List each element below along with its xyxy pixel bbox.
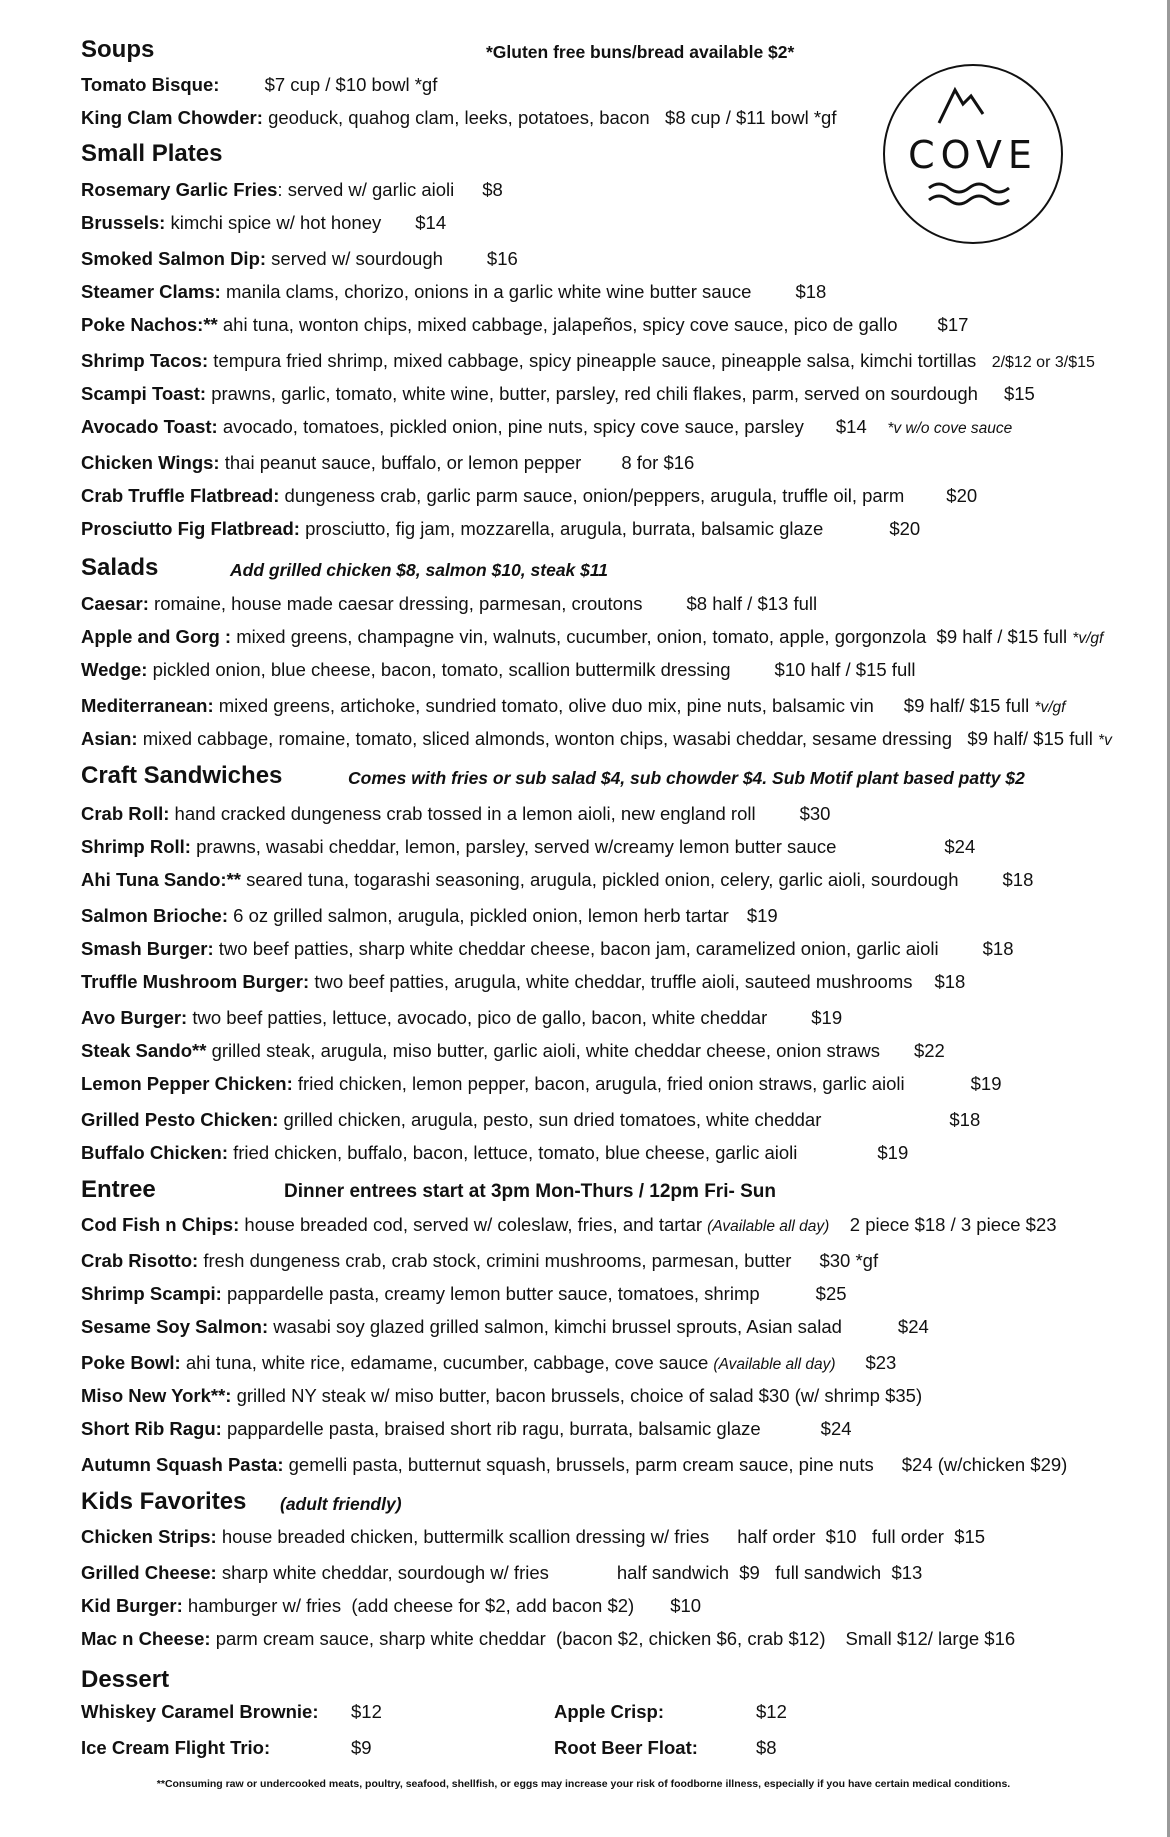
menu-item: Autumn Squash Pasta: gemelli pasta, butternut squash, brussels, parm cream sauce, pine nuts $24 (w/chicken $29): [81, 1454, 1068, 1475]
section-title-salads: Salads: [81, 554, 159, 581]
menu-item: Crab Truffle Flatbread: dungeness crab, garlic parm sauce, onion/peppers, arugula, truffle oil, parm $20: [81, 485, 978, 506]
menu-item: Whiskey Caramel Brownie:: [81, 1701, 319, 1722]
menu-item: Apple and Gorg : mixed greens, champagne vin, walnuts, cucumber, onion, tomato, apple, gorgonzola $9 half / $15 full *v/gf: [81, 626, 1104, 647]
menu-item: Shrimp Tacos: tempura fried shrimp, mixed cabbage, spicy pineapple sauce, pineapple salsa, kimchi tortillas 2/$12 or 3/$15: [81, 350, 1095, 371]
menu-item: Poke Bowl: ahi tuna, white rice, edamame, cucumber, cabbage, cove sauce (Available all day) $23: [81, 1352, 897, 1373]
section-title-craft-sandwiches: Craft Sandwiches: [81, 762, 283, 789]
menu-item: Truffle Mushroom Burger: two beef patties, arugula, white cheddar, truffle aioli, sauteed mushrooms $18: [81, 971, 966, 992]
menu-item: Apple Crisp:: [554, 1701, 664, 1722]
menu-item: Grilled Cheese: sharp white cheddar, sourdough w/ fries half sandwich $9 full sandwich $13: [81, 1562, 923, 1583]
menu-item: Smash Burger: two beef patties, sharp white cheddar cheese, bacon jam, caramelized onion, garlic aioli $18: [81, 938, 1014, 959]
menu-item-price: $12: [756, 1701, 787, 1722]
menu-item: Ice Cream Flight Trio:: [81, 1737, 271, 1758]
menu-item: Cod Fish n Chips: house breaded cod, served w/ coleslaw, fries, and tartar (Available all day) 2 piece $18 / 3 piece $23: [81, 1214, 1057, 1235]
menu-item: Mac n Cheese: parm cream sauce, sharp white cheddar (bacon $2, chicken $6, crab $12) Small $12/ large $16: [81, 1628, 1016, 1649]
menu-item: Mediterranean: mixed greens, artichoke, sundried tomato, olive duo mix, pine nuts, balsamic vin $9 half/ $15 full *v/gf: [81, 695, 1066, 716]
menu-item: Steamer Clams: manila clams, chorizo, onions in a garlic white wine butter sauce $18: [81, 281, 827, 302]
cove-logo: [883, 64, 1063, 244]
menu-item: Chicken Wings: thai peanut sauce, buffalo, or lemon pepper 8 for $16: [81, 452, 695, 473]
salads-note: Add grilled chicken $8, salmon $10, steak $11: [230, 560, 609, 580]
menu-item: Smoked Salmon Dip: served w/ sourdough $16: [81, 248, 518, 269]
menu-item: Salmon Brioche: 6 oz grilled salmon, arugula, pickled onion, lemon herb tartar $19: [81, 905, 778, 926]
menu-item: Grilled Pesto Chicken: grilled chicken, arugula, pesto, sun dried tomatoes, white cheddar $18: [81, 1109, 981, 1130]
menu-item: Steak Sando** grilled steak, arugula, miso butter, garlic aioli, white cheddar cheese, onion straws $22: [81, 1040, 945, 1061]
kids-note: (adult friendly): [280, 1494, 402, 1514]
section-title-kids: Kids Favorites: [81, 1488, 247, 1515]
menu-item: Kid Burger: hamburger w/ fries (add cheese for $2, add bacon $2) $10: [81, 1595, 702, 1616]
menu-item: Crab Risotto: fresh dungeness crab, crab stock, crimini mushrooms, parmesan, butter $30 *gf: [81, 1250, 879, 1271]
mountain-waves-icon: [885, 66, 1061, 242]
section-title-soups: Soups: [81, 36, 155, 63]
menu-item: Lemon Pepper Chicken: fried chicken, lemon pepper, bacon, arugula, fried onion straws, garlic aioli $19: [81, 1073, 1002, 1094]
menu-item: Ahi Tuna Sando:** seared tuna, togarashi seasoning, arugula, pickled onion, celery, garlic aioli, sourdough $18: [81, 869, 1034, 890]
sandwiches-note: Comes with fries or sub salad $4, sub chowder $4. Sub Motif plant based patty $2: [348, 768, 1025, 788]
menu-item: Prosciutto Fig Flatbread: prosciutto, fig jam, mozzarella, arugula, burrata, balsamic glaze $20: [81, 518, 921, 539]
menu-item: Poke Nachos:** ahi tuna, wonton chips, mixed cabbage, jalapeños, spicy cove sauce, pico de gallo $17: [81, 314, 969, 335]
menu-item: King Clam Chowder: geoduck, quahog clam, leeks, potatoes, bacon $8 cup / $11 bowl *gf: [81, 107, 837, 128]
menu-item: Brussels: kimchi spice w/ hot honey $14: [81, 212, 447, 233]
entree-note: Dinner entrees start at 3pm Mon-Thurs / 12pm Fri- Sun: [284, 1181, 776, 1202]
menu-item: Avocado Toast: avocado, tomatoes, pickled onion, pine nuts, spicy cove sauce, parsley $14 *v w/o cove sauce: [81, 416, 1013, 437]
section-title-small-plates: Small Plates: [81, 140, 223, 167]
menu-item-price: $8: [756, 1737, 777, 1758]
menu-item: Scampi Toast: prawns, garlic, tomato, white wine, butter, parsley, red chili flakes, parm, served on sourdough $15: [81, 383, 1035, 404]
menu-item: Shrimp Scampi: pappardelle pasta, creamy lemon butter sauce, tomatoes, shrimp $25: [81, 1283, 847, 1304]
menu-item: Short Rib Ragu: pappardelle pasta, braised short rib ragu, burrata, balsamic glaze $24: [81, 1418, 852, 1439]
menu-item: Crab Roll: hand cracked dungeness crab tossed in a lemon aioli, new england roll $30: [81, 803, 831, 824]
section-title-entree: Entree: [81, 1176, 156, 1203]
menu-item: Avo Burger: two beef patties, lettuce, avocado, pico de gallo, bacon, white cheddar $19: [81, 1007, 843, 1028]
gluten-free-note: *Gluten free buns/bread available $2*: [486, 42, 795, 62]
menu-item: Tomato Bisque: $7 cup / $10 bowl *gf: [81, 74, 438, 95]
footer-disclaimer: **Consuming raw or undercooked meats, poultry, seafood, shellfish, or eggs may increase your risk of foodborne illness, especially if you have certain medical conditions.: [156, 1778, 1011, 1790]
menu-item: Chicken Strips: house breaded chicken, buttermilk scallion dressing w/ fries half order $10 full order $15: [81, 1526, 986, 1547]
menu-item-price: $9: [351, 1737, 372, 1758]
menu-item: Caesar: romaine, house made caesar dressing, parmesan, croutons $8 half / $13 full: [81, 593, 818, 614]
menu-item-price: $12: [351, 1701, 382, 1722]
menu-item: Miso New York**: grilled NY steak w/ miso butter, bacon brussels, choice of salad $30 (w/ shrimp $35): [81, 1385, 923, 1406]
menu-item: Root Beer Float:: [554, 1737, 698, 1758]
menu-item: Shrimp Roll: prawns, wasabi cheddar, lemon, parsley, served w/creamy lemon butter sauce $24: [81, 836, 976, 857]
menu-item: Wedge: pickled onion, blue cheese, bacon, tomato, scallion buttermilk dressing $10 half / $15 full: [81, 659, 916, 680]
menu-item: Sesame Soy Salmon: wasabi soy glazed grilled salmon, kimchi brussel sprouts, Asian salad $24: [81, 1316, 929, 1337]
logo-text: COVE: [908, 133, 1038, 177]
menu-item: Buffalo Chicken: fried chicken, buffalo, bacon, lettuce, tomato, blue cheese, garlic aioli $19: [81, 1142, 909, 1163]
section-title-dessert: Dessert: [81, 1666, 170, 1693]
menu-item: Rosemary Garlic Fries: served w/ garlic aioli $8: [81, 179, 503, 200]
menu-item: Asian: mixed cabbage, romaine, tomato, sliced almonds, wonton chips, wasabi cheddar, sesame dressing $9 half/ $15 full *v: [81, 728, 1112, 749]
